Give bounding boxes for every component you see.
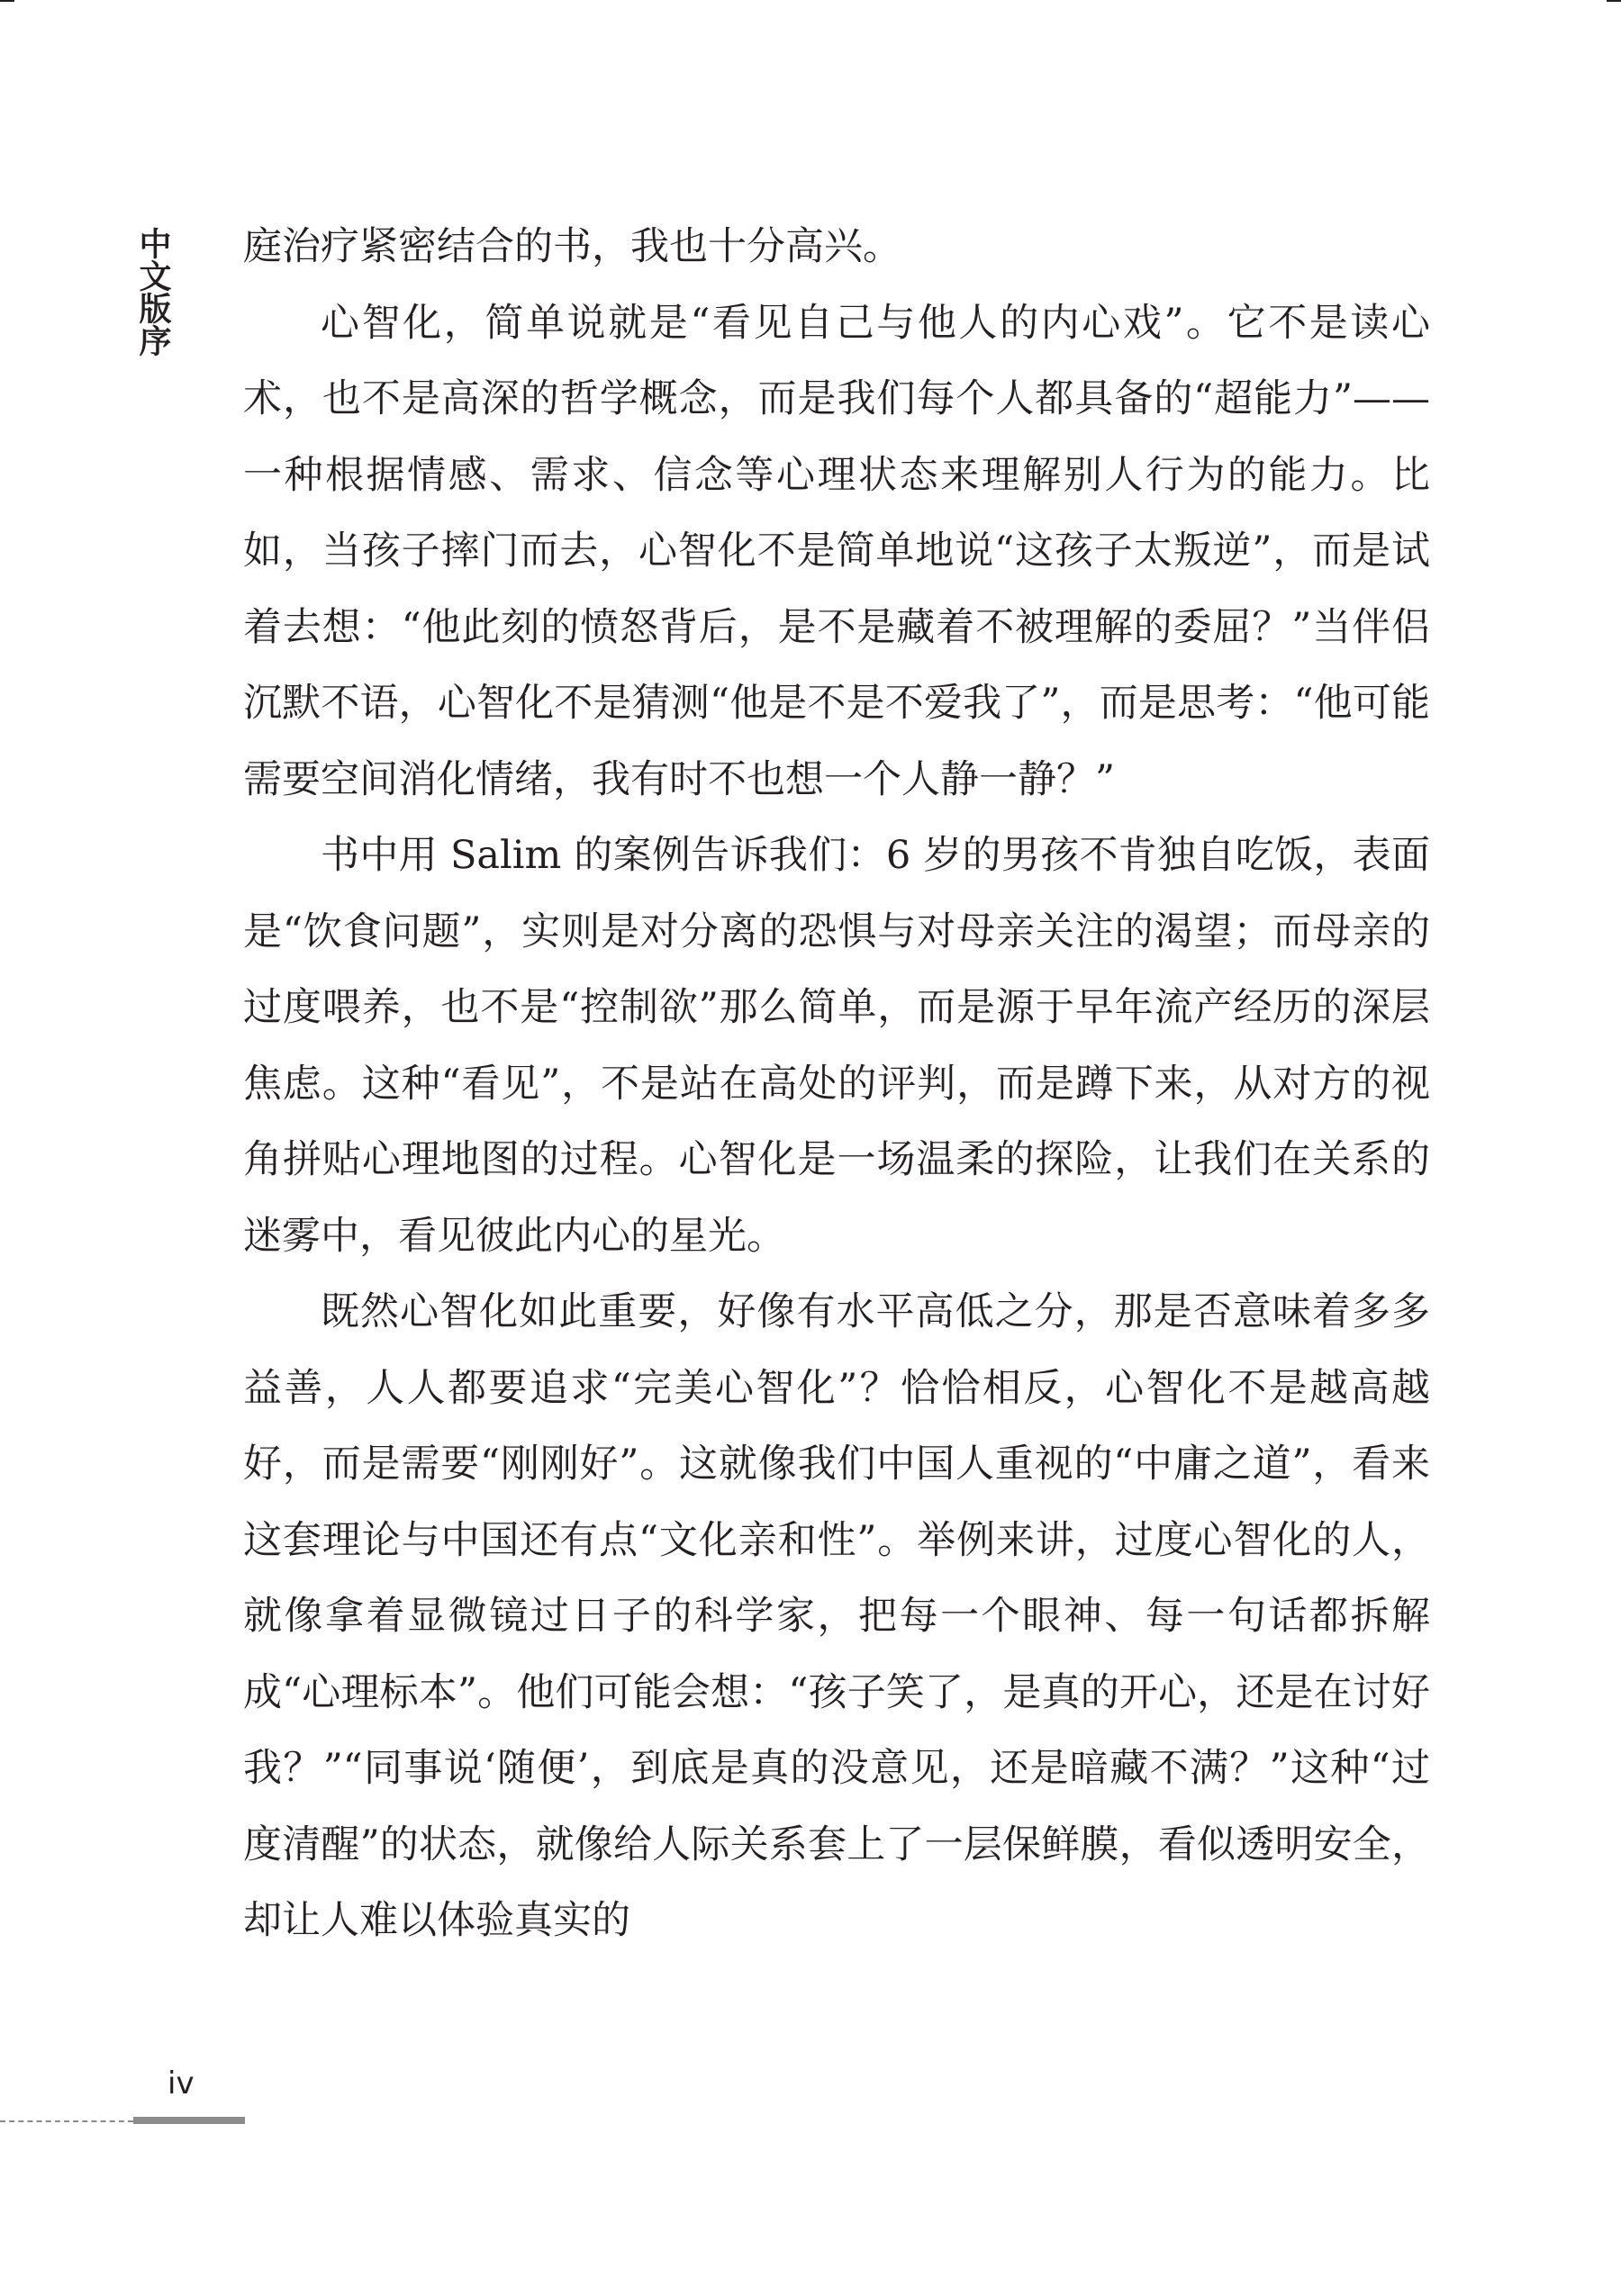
footer-dashed-rule xyxy=(0,2120,133,2122)
body-text xyxy=(243,209,1430,1959)
footer-bar xyxy=(133,2117,245,2124)
crop-mark-top-left xyxy=(0,0,14,2)
page-number: iv xyxy=(168,2065,195,2102)
section-side-label: 中文版序 xyxy=(134,227,171,357)
paragraph: 心智化，简单说就是“看见自己与他人的内心戏”。它不是读心术，也不是高深的哲学概念，而是我们每个人都具备的“超能力”——一种根据情感、需求、信念等心理状态来理解别人行为的能力。比如，当孩子摔门而去，心智化不是简单地说“这孩子太叛逆”，而是试着去想：“他此刻的愤怒背后，是不是藏着不被理解的委屈？”当伴侣沉默不语，心智化不是猜测“他是不是不爱我了”，而是思考：“他可能需要空间消化情绪，我有时不也想一个人静一静？” xyxy=(243,300,1430,802)
crop-mark-top-right xyxy=(1607,0,1621,2)
paragraph-continuation: 庭治疗紧密结合的书，我也十分高兴。 xyxy=(243,224,901,269)
paragraph: 既然心智化如此重要，好像有水平高低之分，那是否意味着多多益善，人人都要追求“完美心智化”？恰恰相反，心智化不是越高越好，而是需要“刚刚好”。这就像我们中国人重视的“中庸之道”，看来这套理论与中国还有点“文化亲和性”。举例来讲，过度心智化的人，就像拿着显微镜过日子的科学家，把每一个眼神、每一句话都拆解成“心理标本”。他们可能会想：“孩子笑了，是真的开心，还是在讨好我？”“同事说‘随便’，到底是真的没意见，还是暗藏不满？”这种“过度清醒”的状态，就像给人际关系套上了一层保鲜膜，看似透明安全，却让人难以体验真实的 xyxy=(243,1289,1430,1943)
paragraph: 书中用 Salim 的案例告诉我们：6 岁的男孩不肯独自吃饭，表面是“饮食问题”，实则是对分离的恐惧与对母亲关注的渴望；而母亲的过度喂养，也不是“控制欲”那么简单，而是源于早年流产经历的深层焦虑。这种“看见”，不是站在高处的评判，而是蹲下来，从对方的视角拼贴心理地图的过程。心智化是一场温柔的探险，让我们在关系的迷雾中，看见彼此内心的星光。 xyxy=(243,833,1430,1259)
